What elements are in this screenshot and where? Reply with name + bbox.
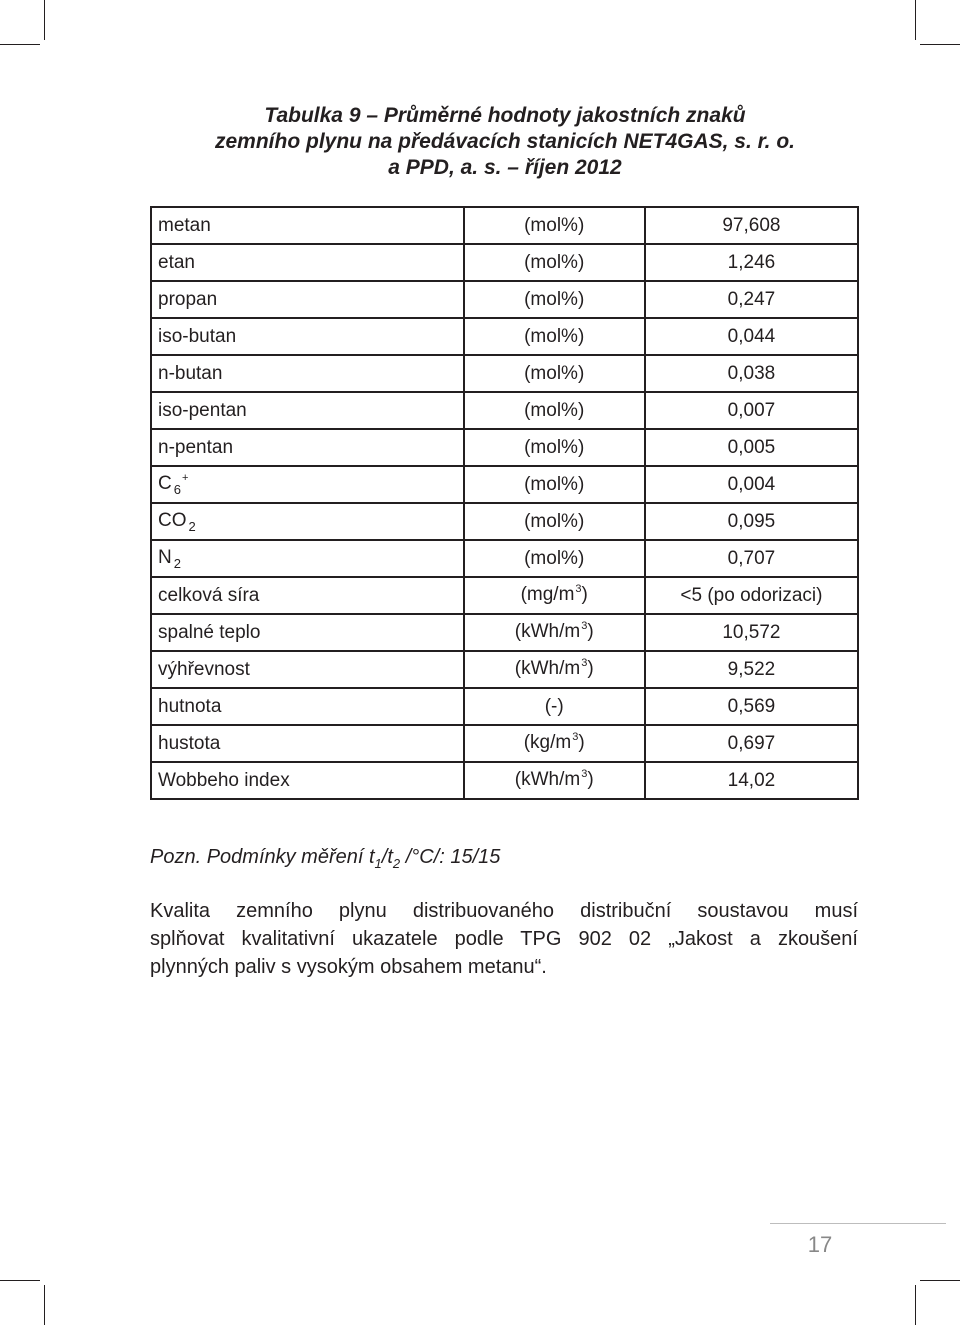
unit-text: (mol%) [524, 399, 585, 421]
unit-superscript: 3 [575, 582, 582, 595]
paragraph-line: Kvalita zemního plynu distribuovaného distribuční soustavou musí [150, 900, 858, 922]
table-row [151, 207, 858, 244]
parameter-subscript: 2 [188, 519, 196, 534]
note-suffix: /°C/: 15/15 [400, 846, 501, 868]
crop-mark [0, 44, 40, 45]
cell-unit [464, 614, 645, 651]
unit-text: (mg/m [520, 583, 575, 605]
caption-line: Tabulka 9 – Průměrné hodnoty jakostních znaků [264, 104, 746, 127]
note-subscript: 1 [374, 856, 382, 871]
cell-parameter [151, 614, 464, 651]
table-row [151, 762, 858, 799]
table-caption [150, 103, 860, 181]
cell-unit [464, 688, 645, 725]
cell-value: 0,707 [645, 540, 858, 577]
cell-parameter [151, 244, 464, 281]
crop-mark [44, 0, 45, 40]
cell-parameter [151, 503, 464, 540]
cell-value: 0,569 [645, 688, 858, 725]
cell-unit [464, 244, 645, 281]
note-subscript: 2 [392, 856, 401, 871]
table-row [151, 318, 858, 355]
parameter-name: hustota [158, 732, 221, 754]
cell-value: 0,007 [645, 392, 858, 429]
unit-text: (mol%) [524, 251, 585, 273]
cell-value: 0,697 [645, 725, 858, 762]
cell-value: 1,246 [645, 244, 858, 281]
cell-value: <5 (po odorizaci) [645, 577, 858, 614]
parameter-name: metan [158, 214, 211, 236]
unit-superscript: 3 [581, 656, 588, 669]
gas-quality-table [150, 206, 859, 800]
crop-mark [0, 1280, 40, 1281]
table-row [151, 614, 858, 651]
crop-mark [920, 1280, 960, 1281]
unit-text: (kg/m [523, 731, 572, 753]
table-row [151, 355, 858, 392]
cell-value: 0,005 [645, 429, 858, 466]
cell-unit [464, 540, 645, 577]
parameter-name: n-butan [158, 362, 223, 384]
unit-text: (kWh/m [514, 657, 581, 679]
crop-mark [44, 1285, 45, 1325]
unit-text: (mol%) [524, 362, 585, 384]
body-paragraph [150, 897, 858, 981]
unit-text: (mol%) [524, 473, 585, 495]
cell-parameter [151, 429, 464, 466]
unit-superscript: 3 [572, 730, 579, 743]
note-prefix: Pozn. Podmínky měření t [150, 846, 375, 868]
table-row [151, 392, 858, 429]
cell-value: 14,02 [645, 762, 858, 799]
caption-line: a PPD, a. s. – říjen 2012 [388, 156, 622, 179]
paragraph-line: plynných paliv s vysokým obsahem metanu“. [150, 956, 547, 978]
table-row [151, 688, 858, 725]
cell-value: 0,004 [645, 466, 858, 503]
unit-close: ) [587, 768, 594, 790]
paragraph-line: splňovat kvalitativní ukazatele podle TPG 902 02 „Jakost a zkoušení [150, 928, 858, 950]
unit-close: ) [581, 583, 588, 605]
unit-superscript: 3 [581, 619, 588, 632]
parameter-superscript: + [181, 471, 189, 484]
cell-parameter [151, 355, 464, 392]
cell-unit [464, 392, 645, 429]
parameter-name: C [158, 472, 172, 494]
parameter-name: Wobbeho index [158, 769, 290, 791]
table-row [151, 651, 858, 688]
unit-text: (kWh/m [514, 620, 581, 642]
table-body [151, 207, 858, 799]
cell-parameter [151, 318, 464, 355]
caption-line: zemního plynu na předávacích stanicích NET4GAS, s. r. o. [215, 130, 795, 153]
cell-parameter [151, 725, 464, 762]
table-row [151, 540, 858, 577]
footer-rule [770, 1223, 946, 1224]
cell-parameter [151, 577, 464, 614]
unit-close: ) [578, 731, 585, 753]
cell-parameter [151, 540, 464, 577]
page-number: 17 [807, 1232, 833, 1257]
note-mid: /t [381, 846, 393, 868]
cell-value: 0,044 [645, 318, 858, 355]
cell-parameter [151, 688, 464, 725]
cell-unit [464, 577, 645, 614]
cell-unit [464, 281, 645, 318]
crop-mark [915, 0, 916, 40]
parameter-name: iso-pentan [158, 399, 247, 421]
table-row [151, 466, 858, 503]
cell-value: 0,095 [645, 503, 858, 540]
parameter-name: hutnota [158, 695, 222, 717]
table-row [151, 429, 858, 466]
unit-text: (mol%) [524, 288, 585, 310]
table-row [151, 725, 858, 762]
cell-value: 97,608 [645, 207, 858, 244]
parameter-name: iso-butan [158, 325, 237, 347]
unit-text: (mol%) [524, 214, 585, 236]
unit-text: (mol%) [524, 325, 585, 347]
parameter-name: spalné teplo [158, 621, 261, 643]
cell-parameter [151, 466, 464, 503]
cell-parameter [151, 651, 464, 688]
cell-value: 0,038 [645, 355, 858, 392]
cell-value: 9,522 [645, 651, 858, 688]
unit-superscript: 3 [581, 767, 588, 780]
unit-text: (-) [544, 695, 564, 717]
table-row [151, 577, 858, 614]
unit-text: (mol%) [524, 436, 585, 458]
cell-parameter [151, 762, 464, 799]
table-row [151, 244, 858, 281]
parameter-name: CO [158, 510, 187, 531]
parameter-name: etan [158, 251, 195, 273]
cell-unit [464, 318, 645, 355]
parameter-name: celková síra [158, 584, 260, 606]
cell-unit [464, 651, 645, 688]
parameter-subscript: 2 [173, 556, 181, 571]
parameter-name: N [158, 547, 172, 568]
crop-mark [920, 44, 960, 45]
cell-unit [464, 429, 645, 466]
parameter-name: n-pentan [158, 436, 234, 458]
cell-unit [464, 725, 645, 762]
cell-value: 10,572 [645, 614, 858, 651]
parameter-name: propan [158, 288, 218, 310]
cell-value: 0,247 [645, 281, 858, 318]
cell-unit [464, 466, 645, 503]
unit-text: (mol%) [524, 547, 585, 569]
parameter-subscript: 6 [173, 481, 181, 497]
cell-unit [464, 355, 645, 392]
cell-unit [464, 762, 645, 799]
crop-mark [915, 1285, 916, 1325]
cell-parameter [151, 207, 464, 244]
parameter-name: výhřevnost [158, 658, 250, 680]
cell-parameter [151, 281, 464, 318]
table-row [151, 503, 858, 540]
table-row [151, 281, 858, 318]
unit-close: ) [587, 657, 594, 679]
measurement-note [150, 844, 500, 872]
unit-text: (kWh/m [514, 768, 581, 790]
cell-unit [464, 207, 645, 244]
cell-unit [464, 503, 645, 540]
cell-parameter [151, 392, 464, 429]
unit-close: ) [587, 620, 594, 642]
unit-text: (mol%) [524, 510, 585, 532]
